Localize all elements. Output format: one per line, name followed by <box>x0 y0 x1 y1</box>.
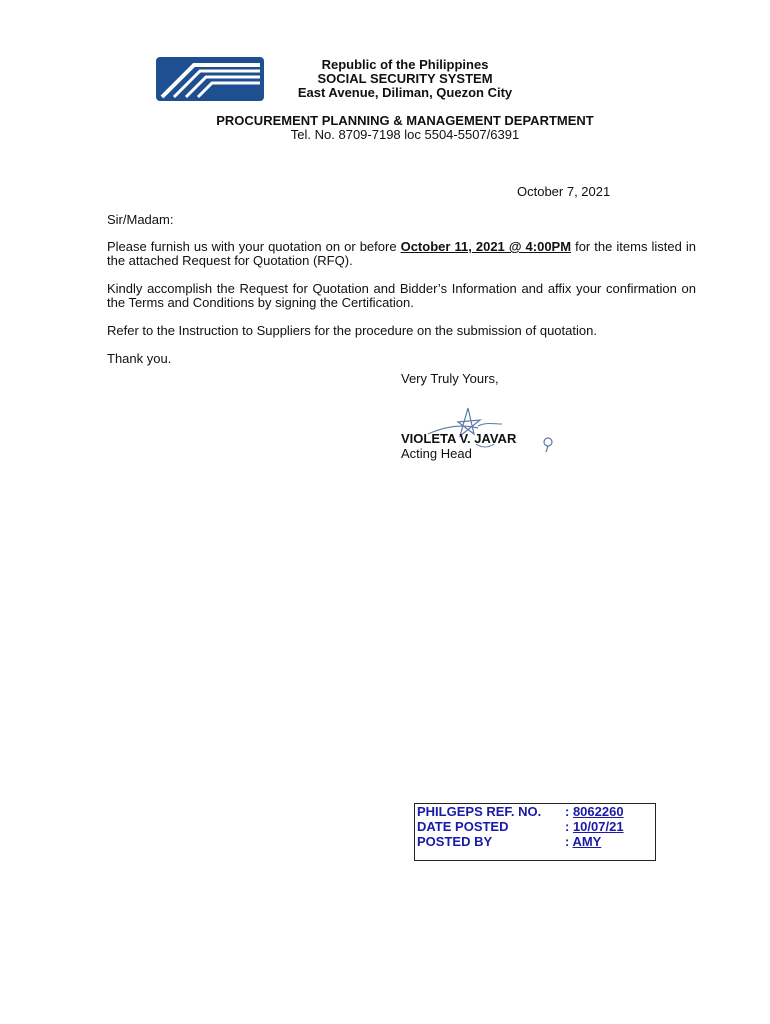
agency-name: SOCIAL SECURITY SYSTEM <box>317 71 493 86</box>
agency-address: East Avenue, Diliman, Quezon City <box>297 85 513 100</box>
philgeps-ref-value: 8062260 <box>572 804 624 819</box>
philgeps-reference-box <box>414 803 656 861</box>
signer-name: VIOLETA V. JAVAR <box>401 431 517 446</box>
date-posted-value: 10/07/21 <box>572 819 624 834</box>
letter-date: October 7, 2021 <box>517 184 611 199</box>
paragraph-instructions: Kindly accomplish the Request for Quotation and Bidder’s Information and affix your confirmation on the Terms and Conditions by signing the Certification. <box>107 281 696 310</box>
paragraph-deadline-start: Please furnish us with your quotation on or before <box>107 239 401 254</box>
salutation: Sir/Madam: <box>107 212 174 227</box>
philgeps-ref-label: PHILGEPS REF. NO. <box>417 804 542 819</box>
closing-line: Very Truly Yours, <box>401 371 499 386</box>
signer-title: Acting Head <box>401 446 472 461</box>
posted-by-value-wrap: : AMY <box>565 834 602 849</box>
letterhead <box>230 58 580 100</box>
paragraph-refer: Refer to the Instruction to Suppliers for the procedure on the submission of quotation. <box>107 323 597 338</box>
date-posted-label: DATE POSTED <box>417 819 509 834</box>
date-posted-value-wrap: : 10/07/21 <box>565 819 624 834</box>
department-block <box>150 114 660 142</box>
republic-line: Republic of the Philippines <box>321 57 489 72</box>
paragraph-thanks: Thank you. <box>107 351 172 366</box>
paragraph-deadline-end: for the items listed in the attached Request for Quotation (RFQ). <box>107 239 696 268</box>
deadline-date: October 11, 2021 @ 4:00PM <box>400 239 572 254</box>
telephone-line: Tel. No. 8709-7198 loc 5504-5507/6391 <box>290 127 520 142</box>
department-name: PROCUREMENT PLANNING & MANAGEMENT DEPARTMENT <box>216 113 594 128</box>
paragraph-deadline <box>107 240 696 268</box>
posted-by-value: AMY <box>572 834 602 849</box>
philgeps-ref-value-wrap: : 8062260 <box>565 804 624 819</box>
posted-by-label: POSTED BY <box>417 834 493 849</box>
